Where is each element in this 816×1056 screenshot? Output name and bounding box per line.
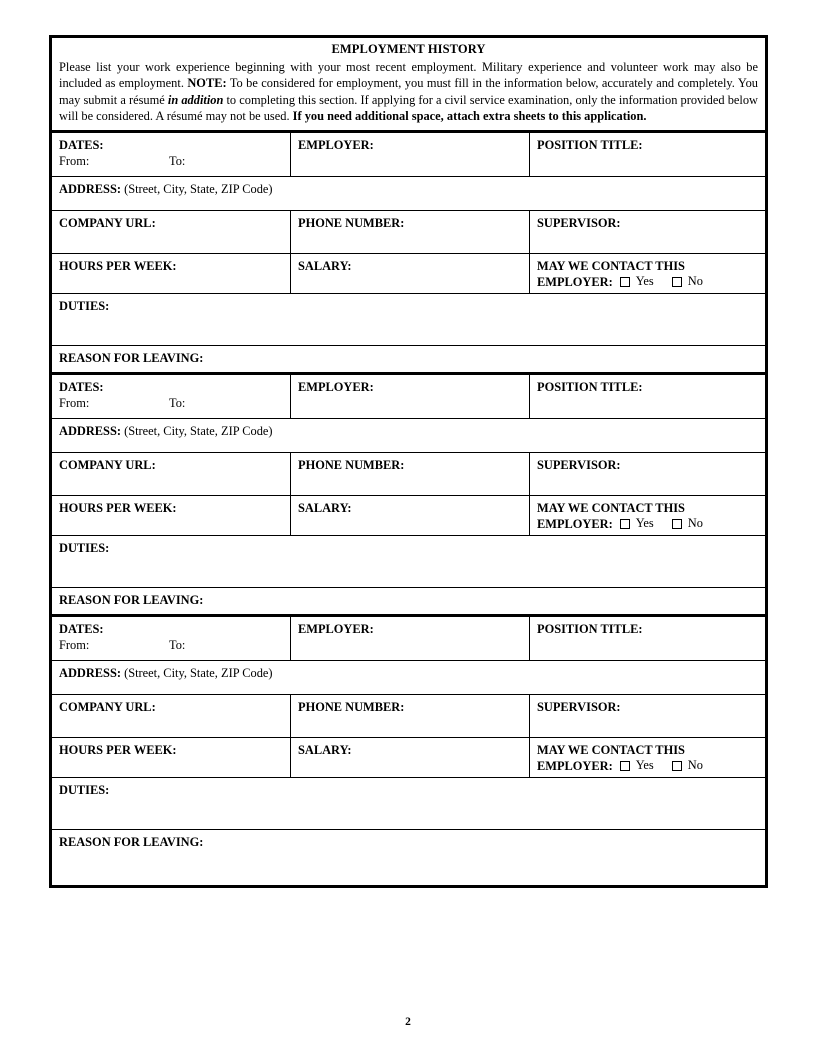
field-reason-for-leaving[interactable] bbox=[52, 830, 765, 856]
row-duties bbox=[52, 536, 765, 588]
reason-for-leaving-label: REASON FOR LEAVING: bbox=[59, 592, 204, 607]
in-addition-emphasis: in addition bbox=[167, 92, 224, 107]
field-hours-per-week[interactable] bbox=[52, 496, 290, 535]
row-dates-employer-position bbox=[52, 133, 765, 177]
checkbox-yes[interactable] bbox=[620, 761, 630, 771]
field-supervisor[interactable] bbox=[529, 695, 765, 737]
may-we-contact-line2 bbox=[537, 274, 765, 290]
reason-for-leaving-label: REASON FOR LEAVING: bbox=[59, 834, 204, 849]
may-we-contact-line1: MAY WE CONTACT THIS bbox=[537, 500, 685, 515]
dates-label: DATES: bbox=[59, 621, 104, 636]
field-salary[interactable] bbox=[290, 496, 529, 535]
may-contact-yes-option[interactable] bbox=[620, 758, 654, 773]
checkbox-yes-label: Yes bbox=[635, 274, 654, 289]
phone-number-label: PHONE NUMBER: bbox=[298, 457, 405, 472]
supervisor-label: SUPERVISOR: bbox=[537, 699, 621, 714]
field-reason-for-leaving[interactable] bbox=[52, 346, 765, 372]
field-may-we-contact bbox=[529, 496, 765, 535]
instructions-closing: If you need additional space, attach extra sheets to this application. bbox=[292, 109, 647, 124]
address-label bbox=[59, 181, 765, 197]
may-we-contact-group bbox=[537, 258, 765, 290]
field-company-url[interactable] bbox=[52, 211, 290, 253]
position-title-label: POSITION TITLE: bbox=[537, 137, 643, 152]
field-dates[interactable] bbox=[52, 375, 290, 418]
employment-entry-2 bbox=[52, 372, 765, 614]
row-url-phone-supervisor bbox=[52, 695, 765, 738]
dates-subfields bbox=[59, 637, 290, 653]
employer-contact-label: EMPLOYER: bbox=[537, 758, 613, 773]
duties-label: DUTIES: bbox=[59, 298, 110, 313]
checkbox-no[interactable] bbox=[672, 277, 682, 287]
field-position-title[interactable] bbox=[529, 133, 765, 176]
supervisor-label: SUPERVISOR: bbox=[537, 215, 621, 230]
hours-per-week-label: HOURS PER WEEK: bbox=[59, 742, 177, 757]
field-duties[interactable] bbox=[52, 294, 765, 345]
company-url-label: COMPANY URL: bbox=[59, 215, 156, 230]
field-phone-number[interactable] bbox=[290, 453, 529, 495]
field-hours-per-week[interactable] bbox=[52, 254, 290, 293]
row-reason-for-leaving bbox=[52, 588, 765, 614]
field-phone-number[interactable] bbox=[290, 211, 529, 253]
field-may-we-contact bbox=[529, 738, 765, 777]
field-supervisor[interactable] bbox=[529, 453, 765, 495]
may-we-contact-line2 bbox=[537, 516, 765, 532]
field-duties[interactable] bbox=[52, 536, 765, 587]
field-address[interactable] bbox=[52, 419, 765, 452]
may-we-contact-line1: MAY WE CONTACT THIS bbox=[537, 742, 685, 757]
supervisor-label: SUPERVISOR: bbox=[537, 457, 621, 472]
row-url-phone-supervisor bbox=[52, 453, 765, 496]
field-employer[interactable] bbox=[290, 617, 529, 660]
field-address[interactable] bbox=[52, 177, 765, 210]
may-contact-yes-option[interactable] bbox=[620, 274, 654, 289]
dates-from-label: From: bbox=[59, 637, 90, 652]
field-position-title[interactable] bbox=[529, 375, 765, 418]
form-header bbox=[52, 38, 765, 133]
salary-label: SALARY: bbox=[298, 742, 352, 757]
checkbox-no[interactable] bbox=[672, 519, 682, 529]
page-title: EMPLOYMENT HISTORY bbox=[331, 42, 486, 56]
employment-entry-3 bbox=[52, 614, 765, 856]
field-phone-number[interactable] bbox=[290, 695, 529, 737]
field-duties[interactable] bbox=[52, 778, 765, 829]
field-position-title[interactable] bbox=[529, 617, 765, 660]
phone-number-label: PHONE NUMBER: bbox=[298, 699, 405, 714]
may-contact-no-option[interactable] bbox=[672, 516, 703, 531]
dates-from-label: From: bbox=[59, 395, 90, 410]
salary-label: SALARY: bbox=[298, 500, 352, 515]
checkbox-no[interactable] bbox=[672, 761, 682, 771]
dates-to-label: To: bbox=[169, 395, 186, 410]
may-we-contact-line1: MAY WE CONTACT THIS bbox=[537, 258, 685, 273]
employer-label: EMPLOYER: bbox=[298, 137, 374, 152]
address-label-text: ADDRESS: bbox=[59, 665, 121, 680]
hours-per-week-label: HOURS PER WEEK: bbox=[59, 500, 177, 515]
employment-entry-1 bbox=[52, 133, 765, 372]
row-hours-salary-contact bbox=[52, 254, 765, 294]
position-title-label: POSITION TITLE: bbox=[537, 379, 643, 394]
may-we-contact-group bbox=[537, 500, 765, 532]
row-dates-employer-position bbox=[52, 375, 765, 419]
field-company-url[interactable] bbox=[52, 453, 290, 495]
may-contact-yes-option[interactable] bbox=[620, 516, 654, 531]
employer-contact-label: EMPLOYER: bbox=[537, 516, 613, 531]
checkbox-yes[interactable] bbox=[620, 277, 630, 287]
company-url-label: COMPANY URL: bbox=[59, 457, 156, 472]
duties-label: DUTIES: bbox=[59, 782, 110, 797]
checkbox-yes-label: Yes bbox=[635, 516, 654, 531]
dates-label: DATES: bbox=[59, 379, 104, 394]
row-url-phone-supervisor bbox=[52, 211, 765, 254]
field-employer[interactable] bbox=[290, 375, 529, 418]
duties-label: DUTIES: bbox=[59, 540, 110, 555]
address-label bbox=[59, 423, 765, 439]
instructions-sentence-1: Please list your work experience beginning with your most recent employment. Military experience and volunteer work may also be included as employment. bbox=[59, 60, 758, 91]
dates-subfields bbox=[59, 153, 290, 169]
employer-label: EMPLOYER: bbox=[298, 379, 374, 394]
checkbox-yes-label: Yes bbox=[635, 758, 654, 773]
field-may-we-contact bbox=[529, 254, 765, 293]
address-hint-text: (Street, City, State, ZIP Code) bbox=[124, 423, 273, 438]
instructions-sentence-3: to completing this section. If applying for a civil service examination, only the information provided below will be considered. A résumé may not be used. bbox=[59, 92, 758, 124]
note-label: NOTE: bbox=[187, 76, 227, 91]
row-address bbox=[52, 661, 765, 695]
field-supervisor[interactable] bbox=[529, 211, 765, 253]
hours-per-week-label: HOURS PER WEEK: bbox=[59, 258, 177, 273]
field-employer[interactable] bbox=[290, 133, 529, 176]
field-dates[interactable] bbox=[52, 133, 290, 176]
employer-contact-label: EMPLOYER: bbox=[537, 274, 613, 289]
row-address bbox=[52, 419, 765, 453]
checkbox-no-label: No bbox=[687, 758, 703, 773]
instructions-paragraph bbox=[59, 59, 758, 125]
position-title-label: POSITION TITLE: bbox=[537, 621, 643, 636]
field-hours-per-week[interactable] bbox=[52, 738, 290, 777]
field-reason-for-leaving[interactable] bbox=[52, 588, 765, 614]
dates-from-label: From: bbox=[59, 153, 90, 168]
field-salary[interactable] bbox=[290, 254, 529, 293]
may-we-contact-group bbox=[537, 742, 765, 774]
row-reason-for-leaving bbox=[52, 830, 765, 856]
may-contact-no-option[interactable] bbox=[672, 758, 703, 773]
field-company-url[interactable] bbox=[52, 695, 290, 737]
row-reason-for-leaving bbox=[52, 346, 765, 372]
address-hint-text: (Street, City, State, ZIP Code) bbox=[124, 181, 273, 196]
field-address[interactable] bbox=[52, 661, 765, 694]
page-number: 2 bbox=[405, 1016, 411, 1028]
phone-number-label: PHONE NUMBER: bbox=[298, 215, 405, 230]
checkbox-yes[interactable] bbox=[620, 519, 630, 529]
employer-label: EMPLOYER: bbox=[298, 621, 374, 636]
dates-to-label: To: bbox=[169, 153, 186, 168]
company-url-label: COMPANY URL: bbox=[59, 699, 156, 714]
address-label-text: ADDRESS: bbox=[59, 181, 121, 196]
row-duties bbox=[52, 294, 765, 346]
dates-label: DATES: bbox=[59, 137, 104, 152]
employment-history-form bbox=[49, 35, 768, 888]
row-address bbox=[52, 177, 765, 211]
checkbox-no-label: No bbox=[687, 274, 703, 289]
address-hint-text: (Street, City, State, ZIP Code) bbox=[124, 665, 273, 680]
row-hours-salary-contact bbox=[52, 738, 765, 778]
field-salary[interactable] bbox=[290, 738, 529, 777]
row-dates-employer-position bbox=[52, 617, 765, 661]
instructions-sentence-2: To be considered for employment, you must fill in the information below, accurately and completely. You may submit a résumé bbox=[59, 76, 758, 107]
dates-subfields bbox=[59, 395, 290, 411]
field-dates[interactable] bbox=[52, 617, 290, 660]
may-contact-no-option[interactable] bbox=[672, 274, 703, 289]
row-duties bbox=[52, 778, 765, 830]
salary-label: SALARY: bbox=[298, 258, 352, 273]
address-label bbox=[59, 665, 765, 681]
may-we-contact-line2 bbox=[537, 758, 765, 774]
reason-for-leaving-label: REASON FOR LEAVING: bbox=[59, 350, 204, 365]
checkbox-no-label: No bbox=[687, 516, 703, 531]
dates-to-label: To: bbox=[169, 637, 186, 652]
address-label-text: ADDRESS: bbox=[59, 423, 121, 438]
row-hours-salary-contact bbox=[52, 496, 765, 536]
